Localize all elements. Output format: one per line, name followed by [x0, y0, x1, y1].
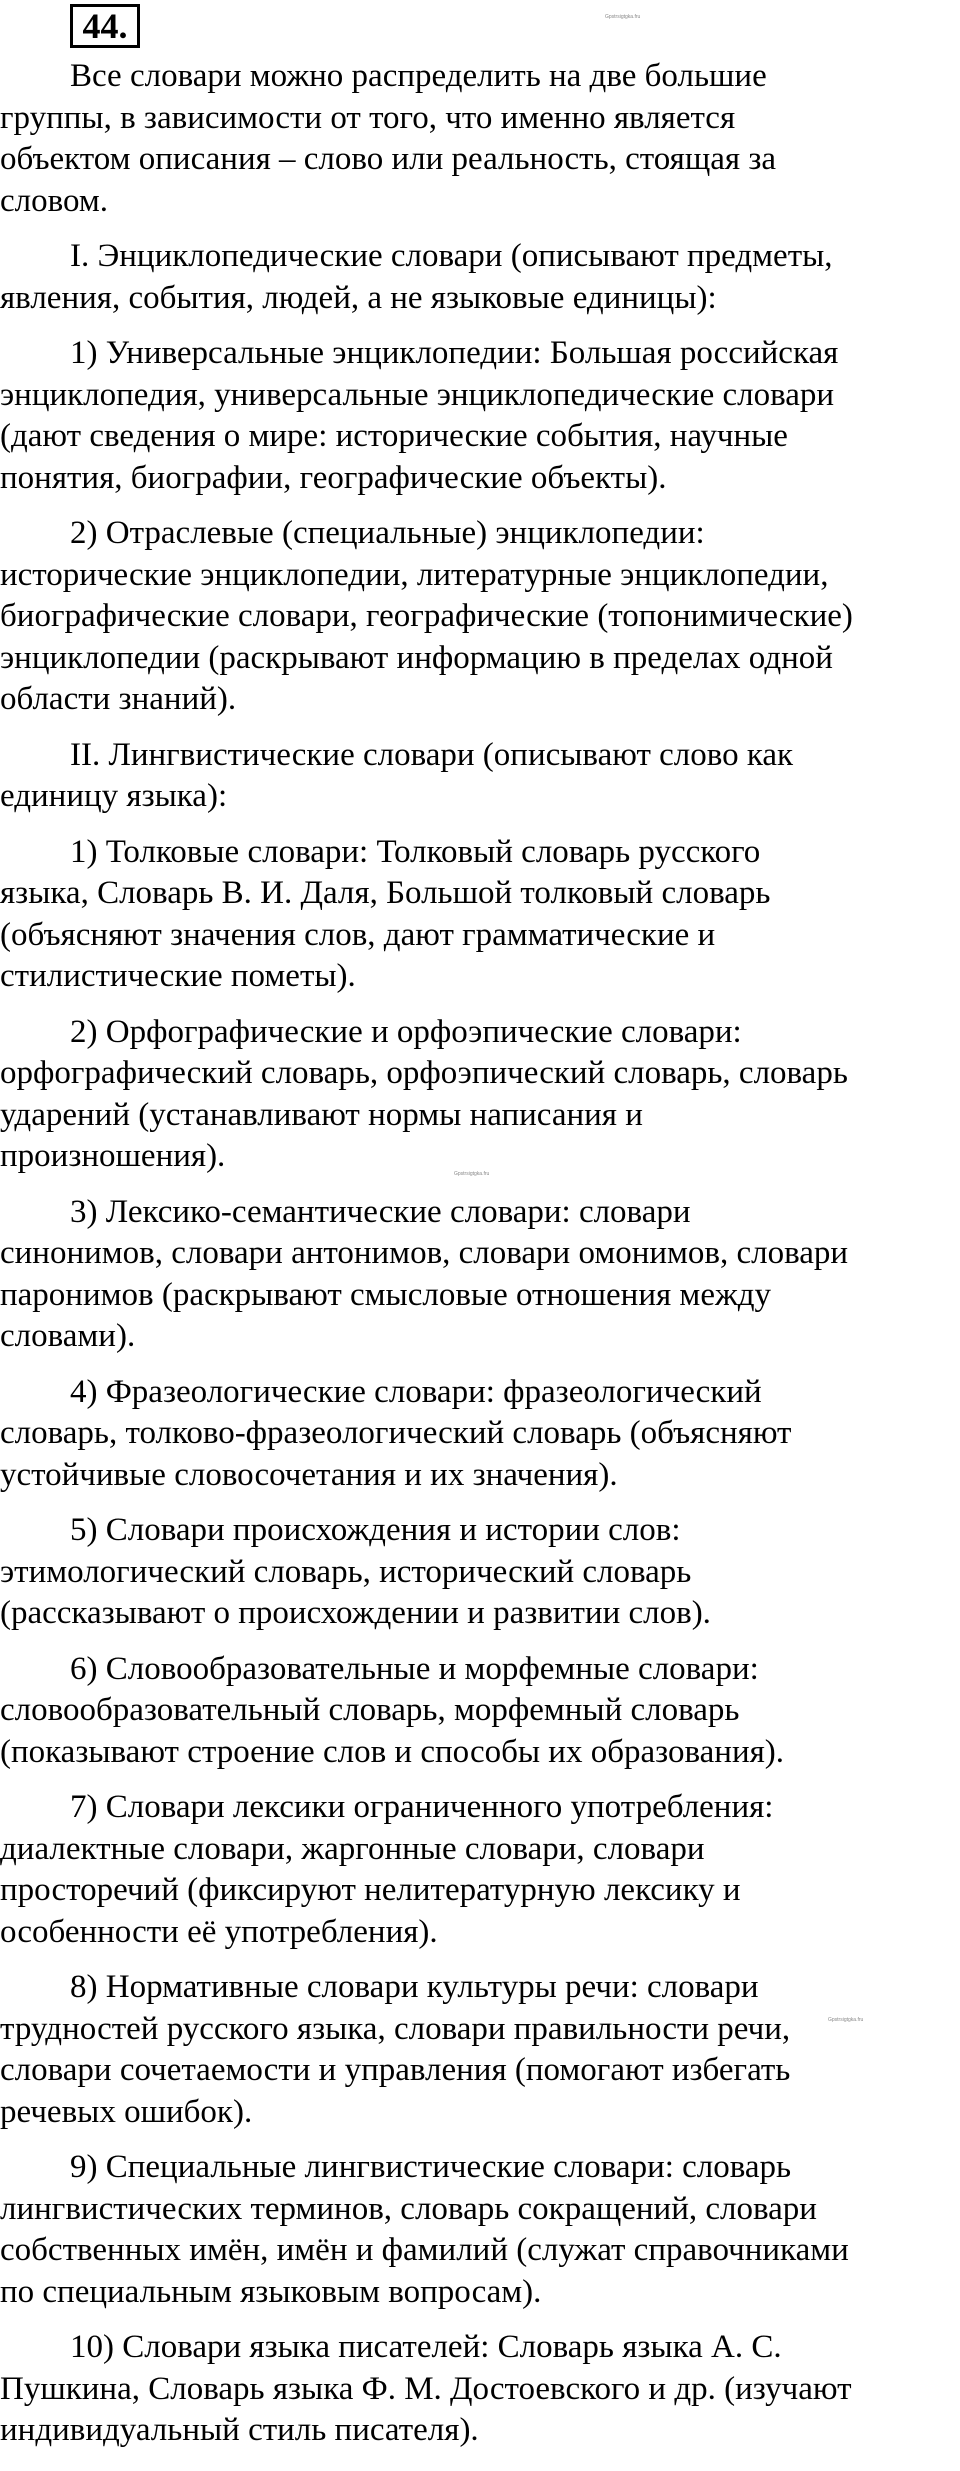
text-line: объектом описания – слово или реальность, стоящая за [0, 141, 776, 177]
text-line: произношения). [0, 1138, 226, 1174]
text-line: 4) Фразеологические словари: фразеологический [70, 1373, 762, 1410]
text-line: ударений (устанавливают нормы написания и [0, 1096, 643, 1133]
text-line: (дают сведения о мире: исторические события, научные [0, 418, 788, 454]
text-line: (объясняют значения слов, дают грамматические и [0, 916, 716, 953]
paragraph [0, 1649, 960, 1774]
text-line: по специальным языковым вопросам). [0, 2273, 542, 2310]
paragraph [0, 1372, 960, 1497]
text-line: этимологический словарь, исторический словарь [0, 1553, 692, 1590]
text-line: энциклопедия, универсальные энциклопедические словари [0, 376, 835, 413]
text-line: Пушкина, Словарь языка Ф. М. Достоевского и др. (изучают [0, 2370, 852, 2407]
text-line: единицу языка): [0, 778, 228, 814]
text-line: II. Лингвистические словари (описывают слово как [70, 736, 794, 773]
text-line: 2) Отраслевые (специальные) энциклопедии: [70, 515, 705, 551]
paragraph [0, 333, 960, 499]
paragraph [0, 1787, 960, 1953]
text-line: явления, события, людей, а не языковые единицы): [0, 279, 717, 316]
text-line: 5) Словари происхождения и истории слов: [70, 1512, 681, 1548]
text-line: 3) Лексико-семантические словари: словари [70, 1193, 691, 1230]
watermark: Gpstrsigtgka.fru [454, 1171, 490, 1177]
text-line: лингвистических терминов, словарь сокращений, словари [0, 2190, 817, 2227]
text-line: словообразовательный словарь, морфемный словарь [0, 1692, 740, 1728]
text-line: 6) Словообразовательные и морфемные словари: [70, 1650, 759, 1687]
text-line: словом. [0, 182, 108, 219]
text-line: диалектные словари, жаргонные словари, словари [0, 1830, 705, 1867]
text-line: трудностей русского языка, словари правильности речи, [0, 2010, 791, 2047]
paragraph [0, 1967, 960, 2133]
text-line: синонимов, словари антонимов, словари омонимов, словари [0, 1235, 849, 1271]
text-line: понятия, биографии, географические объекты). [0, 459, 667, 496]
paragraph [0, 1012, 960, 1178]
text-line: энциклопедии (раскрывают информацию в пределах одной [0, 639, 833, 676]
text-line: 7) Словари лексики ограниченного употребления: [70, 1789, 774, 1825]
text-line: словарь, толково-фразеологический словарь (объясняют [0, 1415, 792, 1451]
text-line: I. Энциклопедические словари (описывают предметы, [70, 238, 833, 274]
text-line: особенности её употребления). [0, 1913, 438, 1950]
text-line: собственных имён, имён и фамилий (служат справочниками [0, 2232, 849, 2268]
text-line: словари сочетаемости и управления (помогают избегать [0, 2052, 791, 2088]
paragraph [0, 832, 960, 998]
paragraph [0, 56, 960, 222]
text-line: стилистические пометы). [0, 958, 356, 994]
text-line: паронимов (раскрывают смысловые отношения между [0, 1276, 772, 1313]
watermark: Gpstrsigtgka.fru [605, 14, 641, 20]
text-line: исторические энциклопедии, литературные энциклопедии, [0, 556, 829, 593]
text-line: орфографический словарь, орфоэпический словарь, словарь [0, 1055, 848, 1091]
text-line: словами). [0, 1318, 136, 1354]
paragraph [0, 513, 960, 721]
text-line: Все словари можно распределить на две большие [70, 58, 767, 94]
text-line: (рассказывают о происхождении и развитии слов). [0, 1595, 711, 1631]
text-line: 10) Словари языка писателей: Словарь языка А. С. [70, 2329, 782, 2365]
text-line: группы, в зависимости от того, что именно является [0, 99, 736, 136]
text-line: 1) Толковые словари: Толковый словарь русского [70, 833, 761, 870]
text-line: устойчивые словосочетания и их значения). [0, 1456, 618, 1493]
paragraph [0, 2147, 960, 2313]
watermark: Gpstrsigtgka.fru [828, 2017, 864, 2023]
text-line: языка, Словарь В. И. Даля, Большой толковый словарь [0, 875, 771, 911]
text-line: просторечий (фиксируют нелитературную лексику и [0, 1872, 741, 1908]
text-line: области знаний). [0, 681, 237, 717]
answer-text [0, 56, 960, 2466]
paragraph [0, 236, 960, 319]
paragraph [0, 1192, 960, 1358]
task-number-box: 44. [70, 4, 140, 48]
text-line: 2) Орфографические и орфоэпические словари: [70, 1013, 742, 1050]
text-line: 9) Специальные лингвистические словари: словарь [70, 2149, 792, 2185]
text-line: (показывают строение слов и способы их образования). [0, 1733, 785, 1770]
paragraph [0, 1510, 960, 1635]
text-line: биографические словари, географические (топонимические) [0, 598, 853, 634]
text-line: речевых ошибок). [0, 2093, 253, 2130]
text-line: 8) Нормативные словари культуры речи: словари [70, 1969, 759, 2005]
text-line: 1) Универсальные энциклопедии: Большая российская [70, 335, 839, 371]
paragraph [0, 2327, 960, 2452]
paragraph [0, 735, 960, 818]
text-line: индивидуальный стиль писателя). [0, 2412, 479, 2448]
